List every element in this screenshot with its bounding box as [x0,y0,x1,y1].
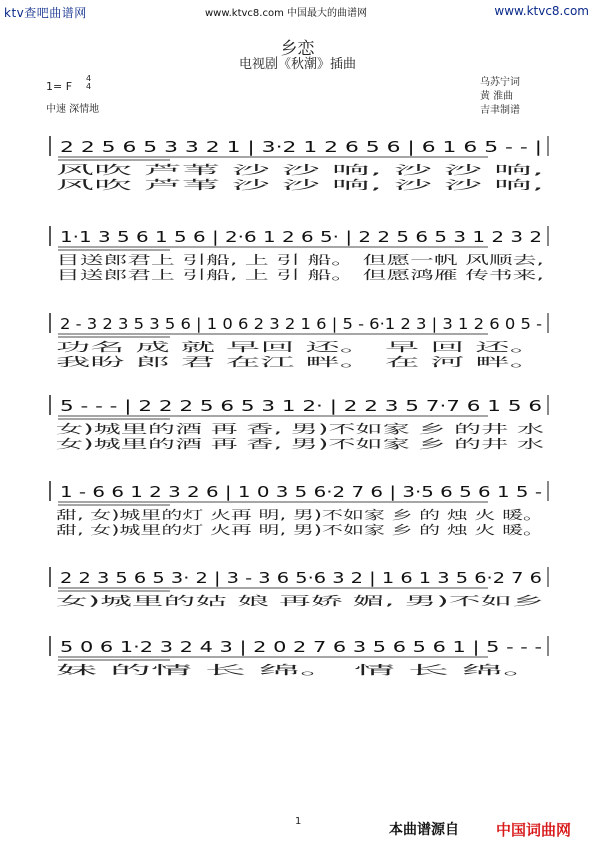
credit-composer: 黄 淮曲 [480,91,514,102]
lyric-line: 目送郎君上 引船, 上 引 船。 但愿一帆 风顺去, [56,253,303,267]
notes-line: 2 2 5 6 5 3 3 2 1 | 3·2 1 2 6 5 6 | 6 1 6 5 - - | [60,138,542,156]
score-system [50,226,548,282]
lyric-line: 妹 的情 长 绵。 情 长 绵。 [56,663,199,677]
song-title: 乡恋 [280,39,315,59]
song-subtitle: 电视剧《秋潮》插曲 [238,57,356,72]
footer-source-site: 中国词曲网 [496,821,572,839]
lyric-line: 女)城里的姑 娘 再娇 媚, 男)不如乡 [56,594,241,608]
notes-line: 5 - - - | 2 2 2 5 6 5 3 1 2· | 2 2 3 5 7·7 6 1 5 6 [60,397,542,415]
lyric-line: 风吹 芦苇 沙 沙 响, 沙 沙 响, [56,178,211,192]
score-system [50,313,548,369]
lyric-line: 女)城里的酒 再 香, 男)不如家 乡 的井 水 [56,437,273,451]
watermark-right: www.ktvc8.com [494,4,589,18]
score-system [50,636,548,677]
score-system [50,567,548,608]
lyric-line: 女)城里的酒 再 香, 男)不如家 乡 的井 水 [56,422,273,436]
key-signature: 1= F [46,80,73,93]
lyric-line: 风吹 芦苇 沙 沙 响, 沙 沙 响, [56,163,211,177]
credit-lyricist: 乌苏宁词 [480,77,520,88]
lyric-line: 甜, 女)城里的灯 火再 明, 男)不如家 乡 的 烛 火 暖。 [56,523,336,537]
score-system [50,395,548,451]
notes-line: 2 2 3 5 6 5 3· 2 | 3 - 3 6 5·6 3 2 | 1 6 1 3 5 6·2 7 6 [60,569,542,587]
notes-line: 2 - 3 2 3 5 3 5 6 | 1 0 6 2 3 2 1 6 | 5 - 6·1 2 3 | 3 1 2 6 0 5 - [60,315,542,333]
lyric-line: 甜, 女)城里的灯 火再 明, 男)不如家 乡 的 烛 火 暖。 [56,508,336,522]
time-signature-top: 4 [86,74,92,83]
lyric-line: 目送郎君上 引船, 上 引 船。 但愿鸿雁 传书来, [56,268,303,282]
tempo-marking: 中速 深情地 [46,104,100,115]
score-system [50,136,548,192]
lyric-line: 功名 成 就 早回 还。 早 回 还。 [56,340,227,354]
watermark-center: www.ktvc8.com 中国最大的曲谱网 [205,8,368,19]
score-system [50,481,548,537]
notes-line: 1 - 6 6 1 2 3 2 6 | 1 0 3 5 6·2 7 6 | 3·5 6 5 6 1 5 - [60,483,542,501]
footer-source-label: 本曲谱源自 [389,822,459,838]
time-signature-bottom: 4 [86,82,92,91]
lyric-line: 我盼 郎 君 在江 畔。 在 河 畔。 [56,355,227,369]
watermark-left: ktv查吧曲谱网 [4,6,87,20]
page-number: 1 [295,816,302,827]
notes-line: 1·1 3 5 6 1 5 6 | 2·6 1 2 6 5· | 2 2 5 6 5 3 1 2 3 2 [60,228,542,246]
credit-transcriber: 吉聿制谱 [480,105,520,116]
notes-line: 5 0 6 1·2 3 2 4 3 | 2 0 2 7 6 3 5 6 5 6 1 | 5 - - - [60,638,542,656]
